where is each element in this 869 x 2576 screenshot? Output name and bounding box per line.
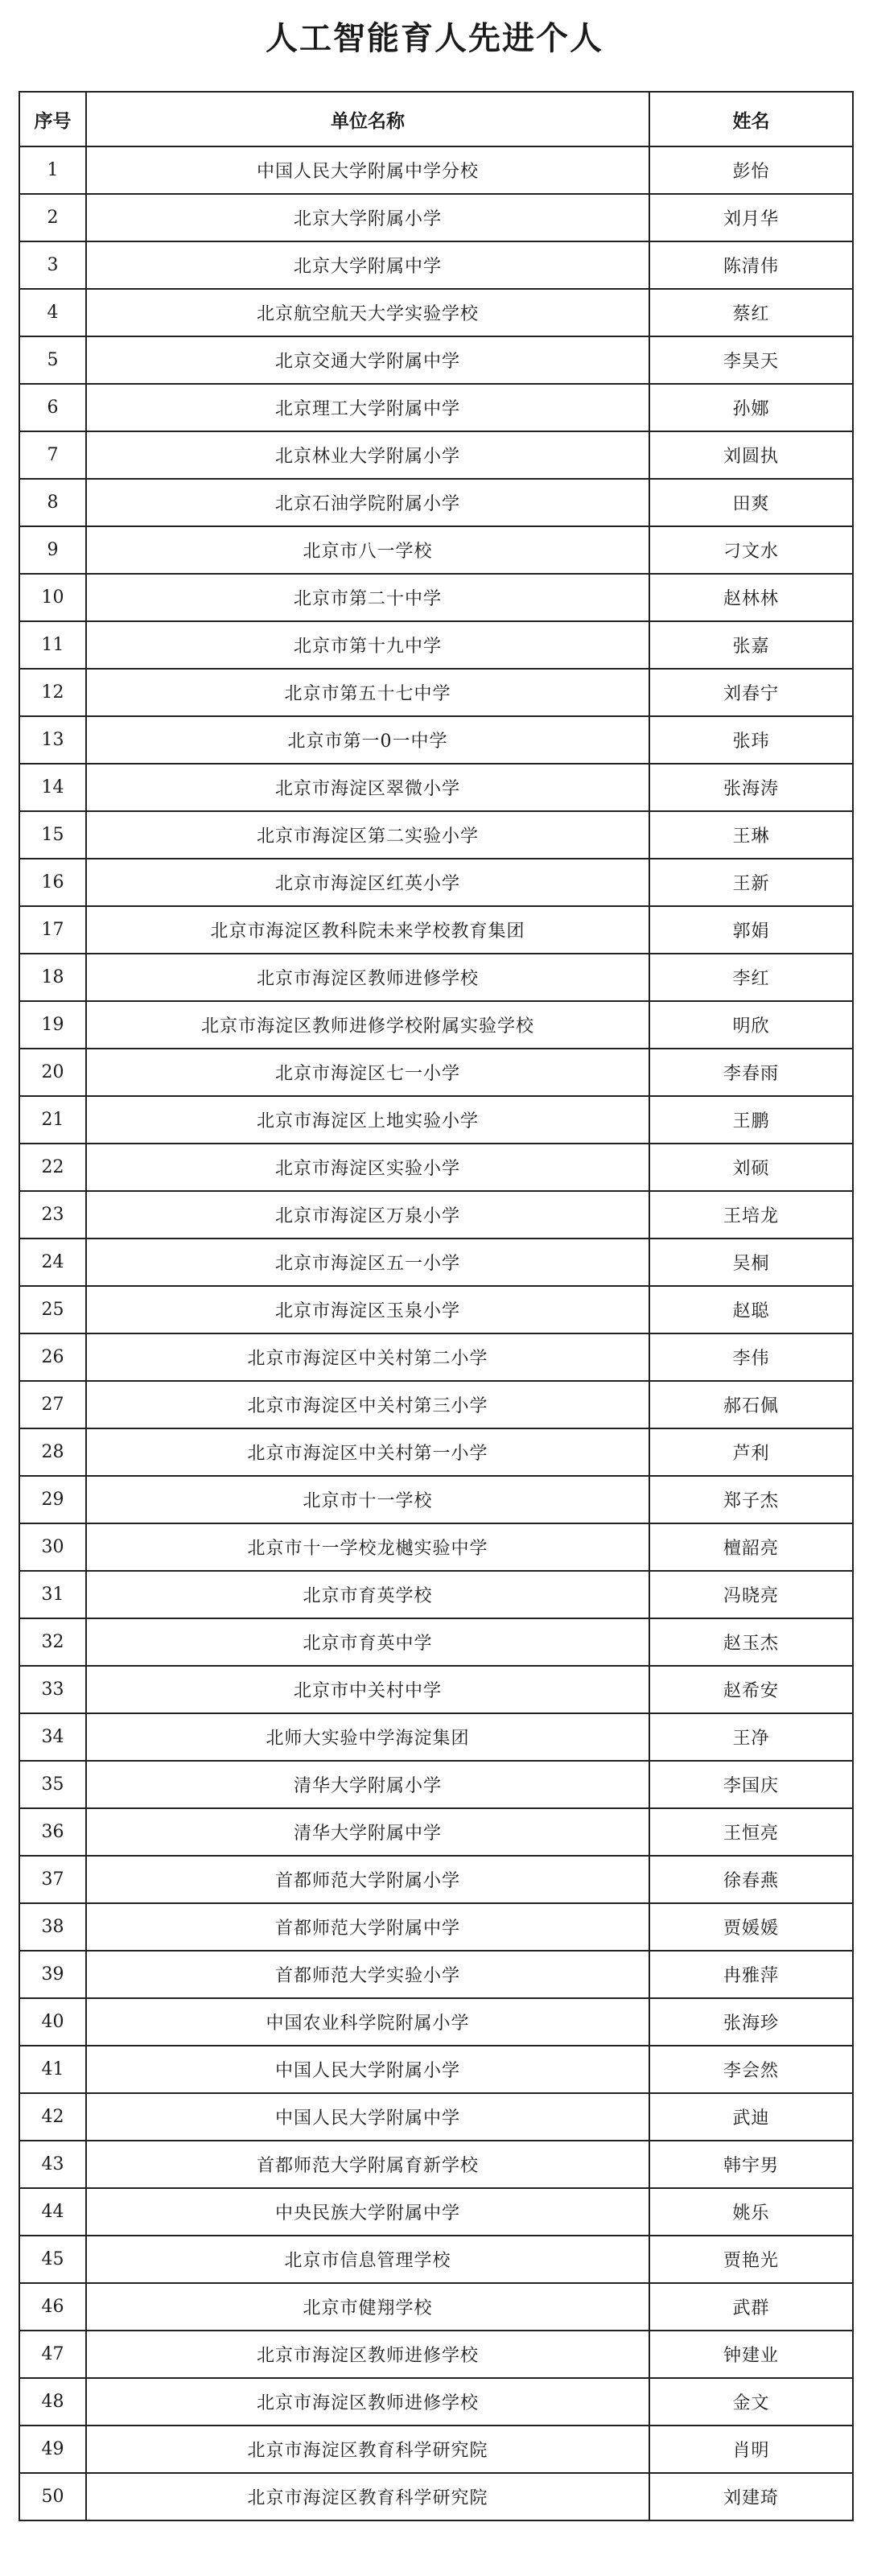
row-unit-name: 北京市第一0一中学	[86, 716, 649, 764]
row-person-name: 金文	[649, 2378, 853, 2426]
row-number: 19	[19, 1001, 86, 1049]
row-person-name: 张海涛	[649, 764, 853, 811]
row-number: 36	[19, 1808, 86, 1856]
table-row	[19, 1571, 853, 1618]
row-person-name: 田爽	[649, 479, 853, 526]
row-person-name: 王新	[649, 859, 853, 906]
row-unit-name: 北京市十一学校	[86, 1476, 649, 1523]
row-number: 33	[19, 1666, 86, 1713]
row-person-name: 韩宇男	[649, 2141, 853, 2188]
row-person-name: 郑子杰	[649, 1476, 853, 1523]
table-row	[19, 1001, 853, 1049]
row-person-name: 武迪	[649, 2093, 853, 2141]
row-number: 32	[19, 1618, 86, 1666]
row-unit-name: 北京市海淀区玉泉小学	[86, 1286, 649, 1333]
table-row	[19, 1191, 853, 1239]
table-row	[19, 1856, 853, 1903]
row-unit-name: 清华大学附属中学	[86, 1808, 649, 1856]
row-person-name: 刘硕	[649, 1144, 853, 1191]
table-row	[19, 954, 853, 1001]
row-number: 22	[19, 1144, 86, 1191]
row-number: 16	[19, 859, 86, 906]
table-row	[19, 764, 853, 811]
row-unit-name: 北京市海淀区翠微小学	[86, 764, 649, 811]
table-row	[19, 479, 853, 526]
row-number: 11	[19, 621, 86, 669]
row-unit-name: 北京市信息管理学校	[86, 2236, 649, 2283]
row-person-name: 王恒亮	[649, 1808, 853, 1856]
table-row	[19, 2331, 853, 2378]
row-person-name: 赵林林	[649, 574, 853, 621]
row-unit-name: 北京市第十九中学	[86, 621, 649, 669]
table-row	[19, 2283, 853, 2331]
table-row	[19, 241, 853, 289]
table-row	[19, 2188, 853, 2236]
row-number: 39	[19, 1951, 86, 1998]
row-person-name: 王鹏	[649, 1096, 853, 1144]
row-person-name: 郝石佩	[649, 1381, 853, 1428]
row-person-name: 赵聪	[649, 1286, 853, 1333]
table-row	[19, 1144, 853, 1191]
table-row	[19, 2046, 853, 2093]
row-person-name: 李会然	[649, 2046, 853, 2093]
row-person-name: 吴桐	[649, 1239, 853, 1286]
row-unit-name: 北京市健翔学校	[86, 2283, 649, 2331]
table-row	[19, 669, 853, 716]
row-unit-name: 北京理工大学附属中学	[86, 384, 649, 431]
row-person-name: 刘月华	[649, 194, 853, 241]
table-row	[19, 146, 853, 194]
row-number: 45	[19, 2236, 86, 2283]
row-person-name: 钟建业	[649, 2331, 853, 2378]
row-unit-name: 中国人民大学附属小学	[86, 2046, 649, 2093]
row-number: 20	[19, 1049, 86, 1096]
row-unit-name: 北京市海淀区教师进修学校	[86, 954, 649, 1001]
table-row	[19, 621, 853, 669]
row-unit-name: 北京市海淀区万泉小学	[86, 1191, 649, 1239]
table-row	[19, 906, 853, 954]
table-row	[19, 1998, 853, 2046]
row-number: 26	[19, 1333, 86, 1381]
row-person-name: 张玮	[649, 716, 853, 764]
row-person-name: 徐春燕	[649, 1856, 853, 1903]
table-row	[19, 1951, 853, 1998]
table-row	[19, 1666, 853, 1713]
row-person-name: 蔡红	[649, 289, 853, 336]
row-number: 7	[19, 431, 86, 479]
row-unit-name: 北京市育英学校	[86, 1571, 649, 1618]
table-row	[19, 2426, 853, 2473]
row-number: 18	[19, 954, 86, 1001]
row-unit-name: 北京市海淀区第二实验小学	[86, 811, 649, 859]
row-unit-name: 中央民族大学附属中学	[86, 2188, 649, 2236]
row-person-name: 刘建琦	[649, 2473, 853, 2520]
row-unit-name: 北师大实验中学海淀集团	[86, 1713, 649, 1761]
row-person-name: 张嘉	[649, 621, 853, 669]
row-unit-name: 北京市海淀区五一小学	[86, 1239, 649, 1286]
row-unit-name: 北京市中关村中学	[86, 1666, 649, 1713]
table-row	[19, 1713, 853, 1761]
row-person-name: 王琳	[649, 811, 853, 859]
row-person-name: 刁文水	[649, 526, 853, 574]
row-number: 41	[19, 2046, 86, 2093]
row-person-name: 贾媛媛	[649, 1903, 853, 1951]
row-number: 44	[19, 2188, 86, 2236]
row-person-name: 孙娜	[649, 384, 853, 431]
row-unit-name: 北京市海淀区中关村第一小学	[86, 1428, 649, 1476]
row-unit-name: 北京市海淀区教育科学研究院	[86, 2426, 649, 2473]
row-number: 31	[19, 1571, 86, 1618]
row-number: 29	[19, 1476, 86, 1523]
row-number: 46	[19, 2283, 86, 2331]
row-person-name: 姚乐	[649, 2188, 853, 2236]
row-number: 25	[19, 1286, 86, 1333]
row-unit-name: 北京市第五十七中学	[86, 669, 649, 716]
row-unit-name: 北京市海淀区实验小学	[86, 1144, 649, 1191]
row-unit-name: 北京市海淀区中关村第二小学	[86, 1333, 649, 1381]
table-row	[19, 289, 853, 336]
table-row	[19, 336, 853, 384]
row-number: 37	[19, 1856, 86, 1903]
row-number: 15	[19, 811, 86, 859]
row-unit-name: 北京市海淀区教师进修学校附属实验学校	[86, 1001, 649, 1049]
row-unit-name: 北京市海淀区教科院未来学校教育集团	[86, 906, 649, 954]
header-unit-name: 单位名称	[86, 92, 649, 146]
row-number: 40	[19, 1998, 86, 2046]
row-number: 6	[19, 384, 86, 431]
table-row	[19, 2141, 853, 2188]
row-unit-name: 北京大学附属中学	[86, 241, 649, 289]
table-row	[19, 1808, 853, 1856]
row-person-name: 芦利	[649, 1428, 853, 1476]
table-row	[19, 1761, 853, 1808]
row-unit-name: 中国农业科学院附属小学	[86, 1998, 649, 2046]
row-person-name: 赵希安	[649, 1666, 853, 1713]
table-row	[19, 716, 853, 764]
table-row	[19, 194, 853, 241]
table-row	[19, 1286, 853, 1333]
row-unit-name: 北京市海淀区教师进修学校	[86, 2378, 649, 2426]
row-person-name: 李伟	[649, 1333, 853, 1381]
row-person-name: 李昊天	[649, 336, 853, 384]
row-unit-name: 北京石油学院附属小学	[86, 479, 649, 526]
header-number: 序号	[19, 92, 86, 146]
table-row	[19, 1476, 853, 1523]
table-row	[19, 2473, 853, 2520]
row-unit-name: 北京市海淀区教师进修学校	[86, 2331, 649, 2378]
row-number: 1	[19, 146, 86, 194]
row-number: 23	[19, 1191, 86, 1239]
row-number: 2	[19, 194, 86, 241]
row-unit-name: 北京市第二十中学	[86, 574, 649, 621]
table-row	[19, 2378, 853, 2426]
row-unit-name: 首都师范大学附属中学	[86, 1903, 649, 1951]
row-number: 3	[19, 241, 86, 289]
row-number: 43	[19, 2141, 86, 2188]
row-unit-name: 首都师范大学附属小学	[86, 1856, 649, 1903]
row-number: 8	[19, 479, 86, 526]
table-row	[19, 574, 853, 621]
row-number: 38	[19, 1903, 86, 1951]
row-unit-name: 中国人民大学附属中学	[86, 2093, 649, 2141]
row-number: 14	[19, 764, 86, 811]
row-number: 21	[19, 1096, 86, 1144]
row-number: 30	[19, 1523, 86, 1571]
row-person-name: 刘圆执	[649, 431, 853, 479]
table-row	[19, 1618, 853, 1666]
row-number: 47	[19, 2331, 86, 2378]
table-row	[19, 1903, 853, 1951]
table-row	[19, 2093, 853, 2141]
table-row	[19, 1428, 853, 1476]
row-number: 12	[19, 669, 86, 716]
row-person-name: 张海珍	[649, 1998, 853, 2046]
table-row	[19, 431, 853, 479]
table-row	[19, 811, 853, 859]
row-unit-name: 北京林业大学附属小学	[86, 431, 649, 479]
row-person-name: 冉雅萍	[649, 1951, 853, 1998]
table-row	[19, 1523, 853, 1571]
row-person-name: 彭怡	[649, 146, 853, 194]
row-person-name: 王净	[649, 1713, 853, 1761]
row-person-name: 贾艳光	[649, 2236, 853, 2283]
row-number: 28	[19, 1428, 86, 1476]
row-person-name: 郭娟	[649, 906, 853, 954]
row-unit-name: 首都师范大学实验小学	[86, 1951, 649, 1998]
table-row	[19, 526, 853, 574]
row-number: 34	[19, 1713, 86, 1761]
row-number: 5	[19, 336, 86, 384]
row-unit-name: 北京航空航天大学实验学校	[86, 289, 649, 336]
row-unit-name: 北京市海淀区上地实验小学	[86, 1096, 649, 1144]
table-row	[19, 859, 853, 906]
row-person-name: 李红	[649, 954, 853, 1001]
row-unit-name: 首都师范大学附属育新学校	[86, 2141, 649, 2188]
row-unit-name: 北京市海淀区教育科学研究院	[86, 2473, 649, 2520]
row-number: 10	[19, 574, 86, 621]
row-unit-name: 中国人民大学附属中学分校	[86, 146, 649, 194]
header-person-name: 姓名	[649, 92, 853, 146]
row-unit-name: 北京市海淀区七一小学	[86, 1049, 649, 1096]
row-unit-name: 北京市十一学校龙樾实验中学	[86, 1523, 649, 1571]
row-number: 4	[19, 289, 86, 336]
row-person-name: 王培龙	[649, 1191, 853, 1239]
row-unit-name: 北京大学附属小学	[86, 194, 649, 241]
table-row	[19, 2236, 853, 2283]
table-header-row	[19, 92, 853, 146]
table-row	[19, 1381, 853, 1428]
row-unit-name: 北京交通大学附属中学	[86, 336, 649, 384]
table-body	[19, 146, 853, 2520]
row-unit-name: 北京市育英中学	[86, 1618, 649, 1666]
page-title: 人工智能育人先进个人	[266, 19, 603, 57]
row-unit-name: 北京市八一学校	[86, 526, 649, 574]
table-row	[19, 1049, 853, 1096]
row-person-name: 冯晓亮	[649, 1571, 853, 1618]
row-person-name: 李国庆	[649, 1761, 853, 1808]
row-number: 49	[19, 2426, 86, 2473]
row-person-name: 刘春宁	[649, 669, 853, 716]
table-row	[19, 1096, 853, 1144]
row-number: 50	[19, 2473, 86, 2520]
row-person-name: 檀韶亮	[649, 1523, 853, 1571]
row-number: 48	[19, 2378, 86, 2426]
row-unit-name: 北京市海淀区中关村第三小学	[86, 1381, 649, 1428]
table-row	[19, 1239, 853, 1286]
row-unit-name: 清华大学附属小学	[86, 1761, 649, 1808]
row-number: 42	[19, 2093, 86, 2141]
row-number: 9	[19, 526, 86, 574]
row-number: 13	[19, 716, 86, 764]
row-person-name: 李春雨	[649, 1049, 853, 1096]
row-number: 24	[19, 1239, 86, 1286]
row-person-name: 武群	[649, 2283, 853, 2331]
row-person-name: 肖明	[649, 2426, 853, 2473]
table-row	[19, 1333, 853, 1381]
row-number: 17	[19, 906, 86, 954]
row-person-name: 陈清伟	[649, 241, 853, 289]
row-person-name: 赵玉杰	[649, 1618, 853, 1666]
row-number: 35	[19, 1761, 86, 1808]
table-row	[19, 384, 853, 431]
row-person-name: 明欣	[649, 1001, 853, 1049]
honoree-table	[19, 91, 854, 2521]
row-unit-name: 北京市海淀区红英小学	[86, 859, 649, 906]
row-number: 27	[19, 1381, 86, 1428]
